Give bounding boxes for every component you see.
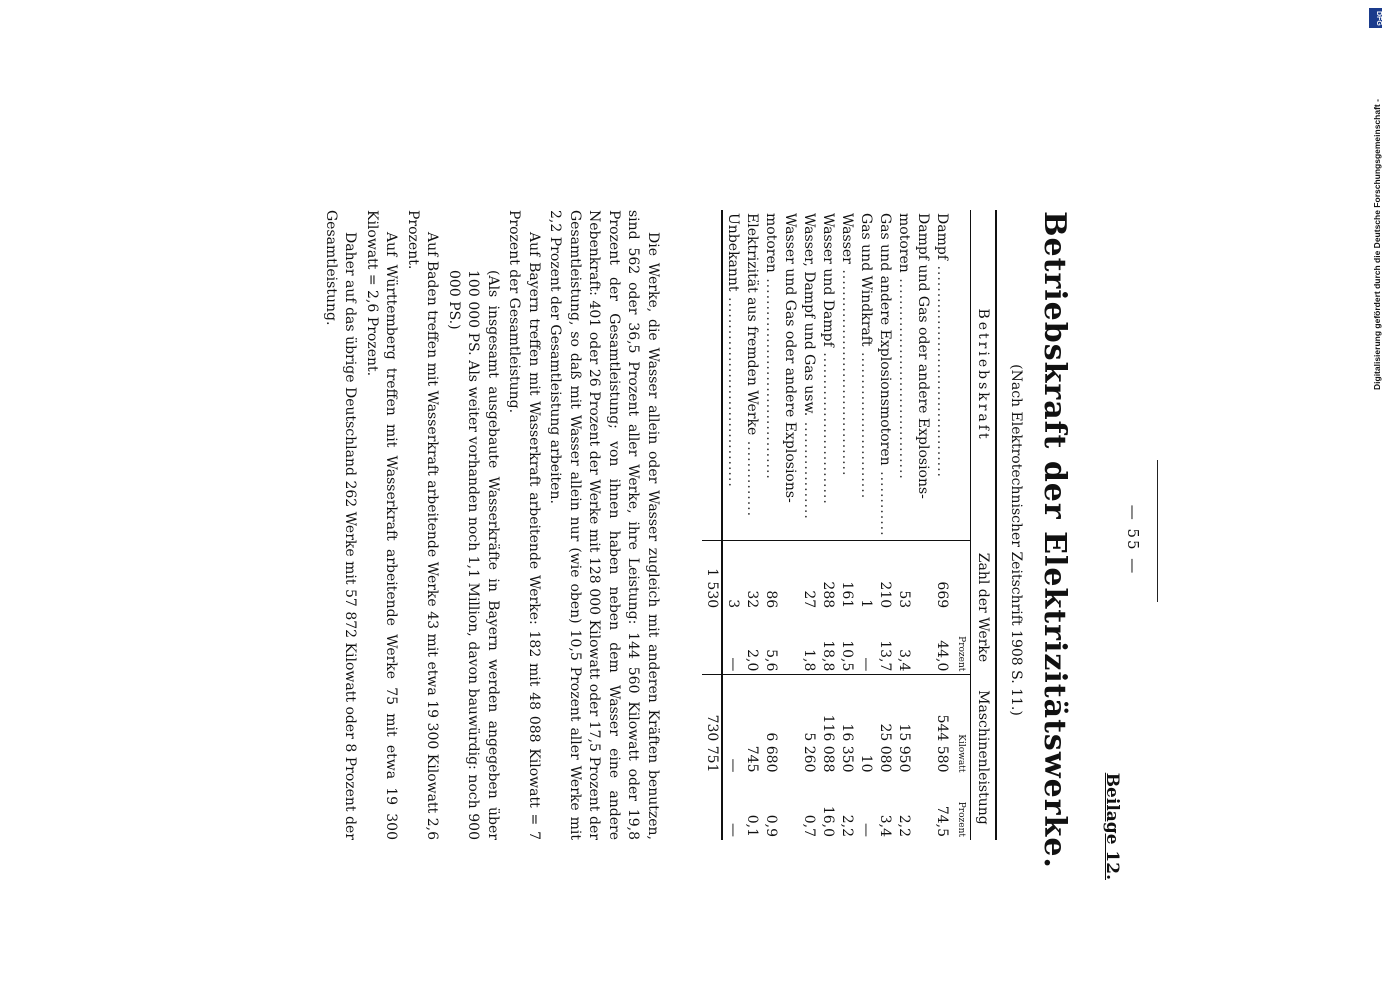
row-werke: 161 [837, 540, 856, 611]
total-kilowatt-spacer [702, 776, 722, 841]
totals-row [702, 210, 722, 840]
table-row [894, 210, 913, 840]
source-note: (Nach Elektrotechnischer Zeitschrift 1908 S. 11.) [1008, 364, 1024, 716]
row-werke-percent: — [722, 611, 742, 675]
dot-leader: ................................... [725, 291, 741, 488]
row-werke-percent: 13,7 [877, 640, 893, 672]
row-kilowatt: 25 080 [875, 675, 894, 776]
row-kilowatt-percent: 0,7 [801, 814, 817, 837]
dot-leader: .................. [801, 416, 817, 520]
row-kilowatt: 544 580 [932, 675, 951, 776]
subheader-empty [951, 540, 971, 611]
row-kilowatt: 16 350 [837, 675, 856, 776]
total-werke-spacer [702, 611, 722, 675]
row-werke: 53 [894, 540, 913, 611]
page-number: — 55 — [1124, 504, 1142, 576]
row-kilowatt-percent: 3,4 [877, 814, 893, 837]
row-werke [780, 540, 799, 611]
row-kilowatt: 15 950 [894, 675, 913, 776]
table-row [761, 210, 780, 840]
table-row [856, 210, 875, 840]
row-label: Wasser und Gas oder andere Explosions- [782, 213, 798, 503]
table-row [875, 210, 894, 840]
dot-leader: .............. [744, 435, 760, 518]
row-kilowatt-percent: — [722, 776, 742, 841]
row-label: Wasser und Dampf ............................ [820, 213, 836, 505]
row-label: Wasser, Dampf und Gas usw. .................. [801, 213, 817, 520]
total-werke: 1 530 [702, 540, 722, 611]
row-label: Elektrizität aus fremden Werke .............. [744, 213, 760, 518]
row-kilowatt [780, 675, 799, 776]
power-table [702, 210, 997, 840]
row-werke-percent [780, 611, 799, 675]
row-label: motoren ..................................... [896, 213, 912, 480]
table-row [818, 210, 837, 840]
row-label: Gas und andere Explosionsmotoren ............ [877, 213, 893, 537]
header-zahl-der-werke: Zahl der Werke [971, 540, 997, 675]
row-werke-percent: 5,6 [763, 649, 779, 672]
paragraph: Auf Baden treffen mit Wasserkraft arbeitende Werke 43 mit etwa 19 300 Kilowatt 2,6 Prozent. [405, 210, 441, 840]
row-kilowatt: — [722, 675, 742, 776]
row-kilowatt: 10 [856, 675, 875, 776]
row-kilowatt-percent: 74,5 [934, 805, 950, 837]
separator-rule [1157, 460, 1158, 602]
row-werke-percent: 44,0 [934, 640, 950, 672]
table-row [780, 210, 799, 840]
totals-label-spacer [702, 210, 722, 540]
page-title: Betriebskraft der Elektrizitätswerke. [1037, 211, 1072, 869]
subheader-prozent: Prozent [956, 636, 966, 672]
table-body [702, 210, 971, 840]
row-kilowatt: 745 [742, 675, 761, 776]
row-label: Gas und Windkraft ........................... [858, 213, 874, 500]
table-row [742, 210, 761, 840]
header-maschinenleistung: Maschinenleistung [971, 675, 997, 840]
row-kilowatt [913, 675, 932, 776]
row-werke: 288 [818, 540, 837, 611]
row-werke-percent: 2,0 [744, 649, 760, 672]
document-page [242, 190, 1142, 890]
row-label: motoren ..................................... [763, 213, 779, 480]
body-text [319, 210, 663, 840]
row-werke: 210 [875, 540, 894, 611]
row-kilowatt-percent [913, 776, 932, 841]
table-row [722, 210, 742, 840]
dot-leader: ............................ [820, 346, 836, 505]
dot-leader: ..................................... [763, 272, 779, 480]
appendix-label: Beilage 12. [1102, 772, 1122, 880]
row-werke-percent: 3,4 [896, 649, 912, 672]
table-row [799, 210, 818, 840]
dfg-logo: DFG [1369, 8, 1382, 28]
row-kilowatt-percent: 16,0 [820, 805, 836, 837]
row-werke: 86 [761, 540, 780, 611]
row-kilowatt: 6 680 [761, 675, 780, 776]
row-kilowatt-percent: — [858, 823, 874, 837]
row-label: Dampf ....................................... [934, 213, 950, 479]
row-kilowatt-percent: 0,1 [744, 814, 760, 837]
row-werke-percent: 10,5 [839, 640, 855, 672]
dot-leader: ........................... [858, 346, 874, 500]
subheader-spacer [951, 210, 971, 540]
row-werke-percent: — [858, 657, 874, 672]
dot-leader: ....................................... [934, 260, 950, 479]
table-row [932, 210, 951, 840]
row-werke: 27 [799, 540, 818, 611]
row-werke-percent: 1,8 [801, 649, 817, 672]
row-werke [913, 540, 932, 611]
paragraph: Die Werke, die Wasser allein oder Wasser zugleich mit anderen Kräften benutzen, sind 562 oder 36,5 Prozent aller Werke, ihre Leistung: 144 560 Kilowatt oder 19,8 Prozent der Gesamtleistung; von ihnen haben neben dem Wasser eine andere Nebenkraft: 401 oder 26 Prozent der Werke mit 128 000 Kilowatt oder 17,5 Prozent der Gesamtleistung, so daß mit Wasser allein nur (wie oben) 10,5 Prozent aller Werke mit 2,2 Prozent der Gesamtleistung arbeiten. [547, 210, 661, 840]
row-werke: 3 [722, 540, 742, 611]
row-werke: 32 [742, 540, 761, 611]
paragraph: Auf Bayern treffen mit Wasserkraft arbeitende Werke: 182 mit 48 088 Kilowatt = 7 Prozent der Gesamtleistung. [506, 210, 542, 840]
paragraph: (Als insgesamt ausgebaute Wasserkräfte in Bayern werden angegeben über 100 000 PS. Als weiter vorhanden noch 1,1 Million, davon bauwürdig: noch 900 000 PS.) [446, 270, 501, 840]
row-werke: 1 [856, 540, 875, 611]
subheader-prozent-2: Prozent [956, 801, 966, 837]
row-label: Dampf und Gas oder andere Explosions- [915, 213, 931, 499]
row-kilowatt-percent [780, 776, 799, 841]
total-kilowatt: 730 751 [702, 675, 722, 776]
table-row [837, 210, 856, 840]
row-kilowatt: 5 260 [799, 675, 818, 776]
paragraph: Daher auf das übrige Deutschland 262 Werke mit 57 872 Kilowatt oder 8 Prozent der Gesamtleistung. [323, 210, 359, 840]
dot-leader: ...................................... [839, 263, 855, 477]
dfg-watermark: Digitalisierung gefördert durch die Deutsche Forschungsgemeinschaft - [1372, 99, 1382, 390]
dot-leader: ............ [877, 465, 893, 537]
paragraph: Auf Württemberg treffen mit Wasserkraft arbeitende Werke 75 mit etwa 19 300 Kilowatt = 2,6 Prozent. [364, 210, 400, 840]
row-kilowatt-percent: 2,2 [896, 814, 912, 837]
row-kilowatt-percent: 2,2 [839, 814, 855, 837]
row-kilowatt: 116 088 [818, 675, 837, 776]
row-kilowatt-percent: 0,9 [763, 814, 779, 837]
row-werke-percent [913, 611, 932, 675]
dot-leader: ..................................... [896, 272, 912, 480]
row-werke: 669 [932, 540, 951, 611]
header-betriebskraft: Betriebskraft [971, 210, 997, 540]
subheader-kilowatt: Kilowatt [951, 675, 971, 776]
row-werke-percent: 18,8 [820, 640, 836, 672]
row-label: Unbekannt ................................... [722, 210, 742, 540]
table-row [913, 210, 932, 840]
row-label: Wasser ...................................... [839, 213, 855, 477]
